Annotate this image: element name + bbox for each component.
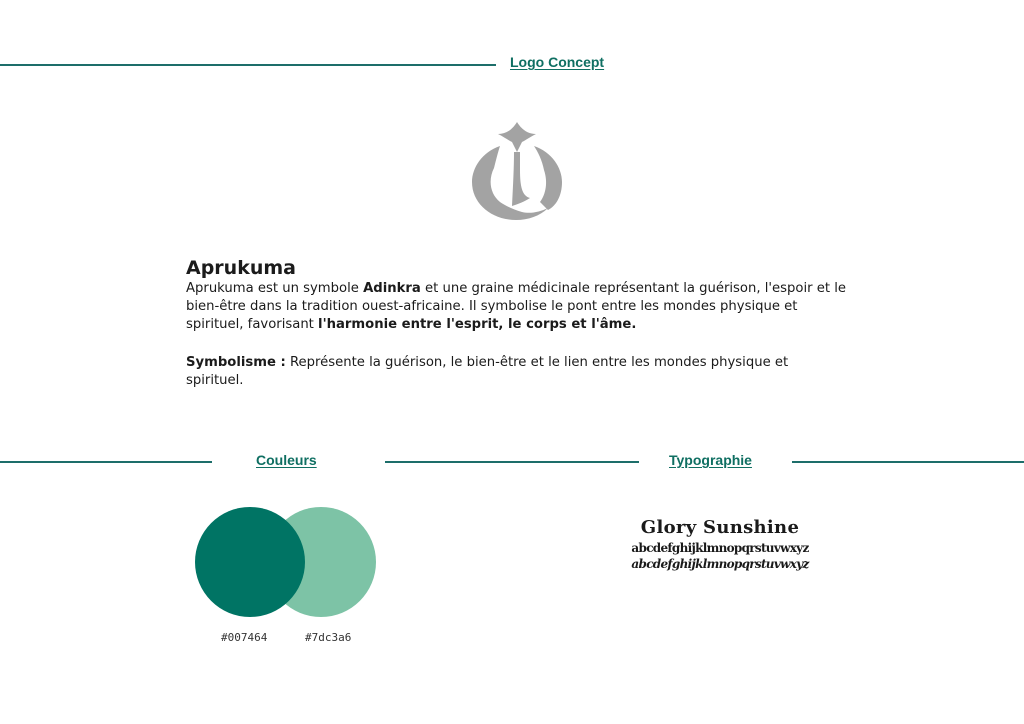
description-bold-adinkra: Adinkra xyxy=(363,281,421,296)
primary-color-swatch xyxy=(195,507,305,617)
section-divider-middle xyxy=(385,461,639,463)
symbolism-text: Représente la guérison, le bien-être et le lien entre les mondes physique et spirituel. xyxy=(186,355,789,388)
section-title-logo-concept: Logo Concept xyxy=(510,54,605,70)
font-name: Glory Sunshine xyxy=(640,517,800,538)
symbol-title: Aprukuma xyxy=(186,257,296,279)
description-bold-harmony: l'harmonie entre l'esprit, le corps et l'âme. xyxy=(318,317,637,332)
section-title-typography: Typographie xyxy=(669,452,752,468)
section-divider-left xyxy=(0,64,496,66)
symbolism-label: Symbolisme : xyxy=(186,355,286,370)
primary-color-hex: #007464 xyxy=(221,631,268,644)
aprukuma-logo-icon xyxy=(470,120,564,222)
typography-sample xyxy=(596,516,844,572)
symbolism-paragraph xyxy=(186,354,846,390)
description-text-continued: et une graine médicinale représentant la guérison, l'espoir et le bien-être dans la tradition ouest-africaine. Il symbolise le pont entre les mondes physique et spirituel, favorisant xyxy=(186,281,846,332)
section-divider-right xyxy=(792,461,1024,463)
secondary-color-hex: #7dc3a6 xyxy=(305,631,352,644)
alphabet-italic: abcdefghijklmnopqrstuvwxyz xyxy=(631,557,809,571)
description-text: Aprukuma est un symbole xyxy=(186,281,364,296)
logo-description xyxy=(186,256,846,390)
section-divider-colors-left xyxy=(0,461,212,463)
section-title-colors: Couleurs xyxy=(256,452,317,468)
symbol-description xyxy=(186,280,846,334)
alphabet-regular: abcdefghijklmnopqrstuvwxyz xyxy=(631,541,809,555)
